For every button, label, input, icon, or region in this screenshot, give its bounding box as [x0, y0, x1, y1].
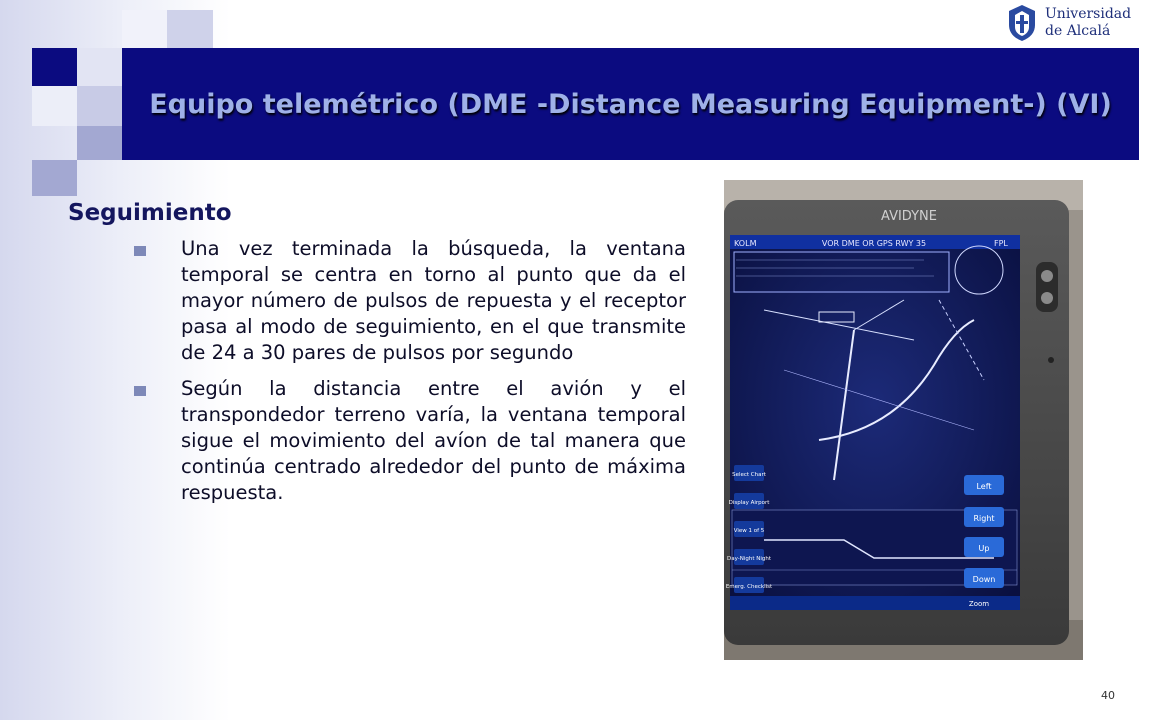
university-logo — [1005, 2, 1145, 44]
bullet-item — [130, 236, 686, 366]
deco-square — [32, 86, 77, 126]
side-button-label: Emerg. Checklist — [725, 584, 773, 590]
chart-title-label: VOR DME OR GPS RWY 35 — [821, 239, 927, 248]
side-button-label: Display Airport — [728, 500, 770, 506]
avionics-display-illustration — [724, 180, 1083, 660]
chart-id-label: KOLM — [734, 239, 757, 248]
side-button-label: Down — [972, 575, 996, 584]
university-crest-icon — [1005, 3, 1039, 43]
bullet-item — [130, 376, 686, 506]
side-button-label: Zoom — [968, 600, 990, 608]
slide-title: Equipo telemétrico (DME -Distance Measuring Equipment-) (VI) — [149, 88, 1112, 120]
university-name — [1045, 6, 1131, 40]
avionics-display-photo — [724, 180, 1083, 660]
section-heading: Seguimiento — [68, 200, 232, 226]
deco-square — [122, 10, 167, 48]
side-button-label: Select Chart — [732, 472, 766, 478]
side-button-label: View 1 of 5 — [733, 528, 765, 534]
bullet-text: Según la distancia entre el avión y el transpondedor terreno varía, la ventana temporal sigue el movimiento del avíon de tal manera que continúa centrado alrededor del punto de máxima respuesta. — [181, 377, 686, 504]
brand-label: AVIDYNE — [881, 209, 937, 224]
side-button-label: Left — [976, 482, 992, 491]
side-button-label: Day-Night Night — [726, 556, 772, 562]
deco-square — [77, 48, 122, 86]
university-name-line1: Universidad — [1045, 6, 1132, 22]
side-button-label: Right — [973, 514, 995, 523]
fpl-label: FPL — [994, 239, 1008, 248]
bullet-list — [130, 236, 686, 516]
side-button-label: Up — [978, 544, 990, 553]
bullet-text: Una vez terminada la búsqueda, la ventana temporal se centra en torno al punto que da el mayor número de pulsos de repuesta y el receptor pasa al modo de seguimiento, en el que transmite de 24 a 30 pares de pulsos por segundo — [181, 237, 686, 364]
square-bullet-icon — [134, 246, 146, 256]
square-bullet-icon — [134, 386, 146, 396]
deco-square — [32, 160, 77, 196]
university-name-line2: de Alcalá — [1045, 23, 1111, 39]
deco-square — [77, 126, 122, 160]
page-number: 40 — [1101, 689, 1115, 702]
title-bar — [122, 48, 1139, 160]
deco-square — [32, 48, 77, 86]
deco-square — [77, 86, 122, 126]
